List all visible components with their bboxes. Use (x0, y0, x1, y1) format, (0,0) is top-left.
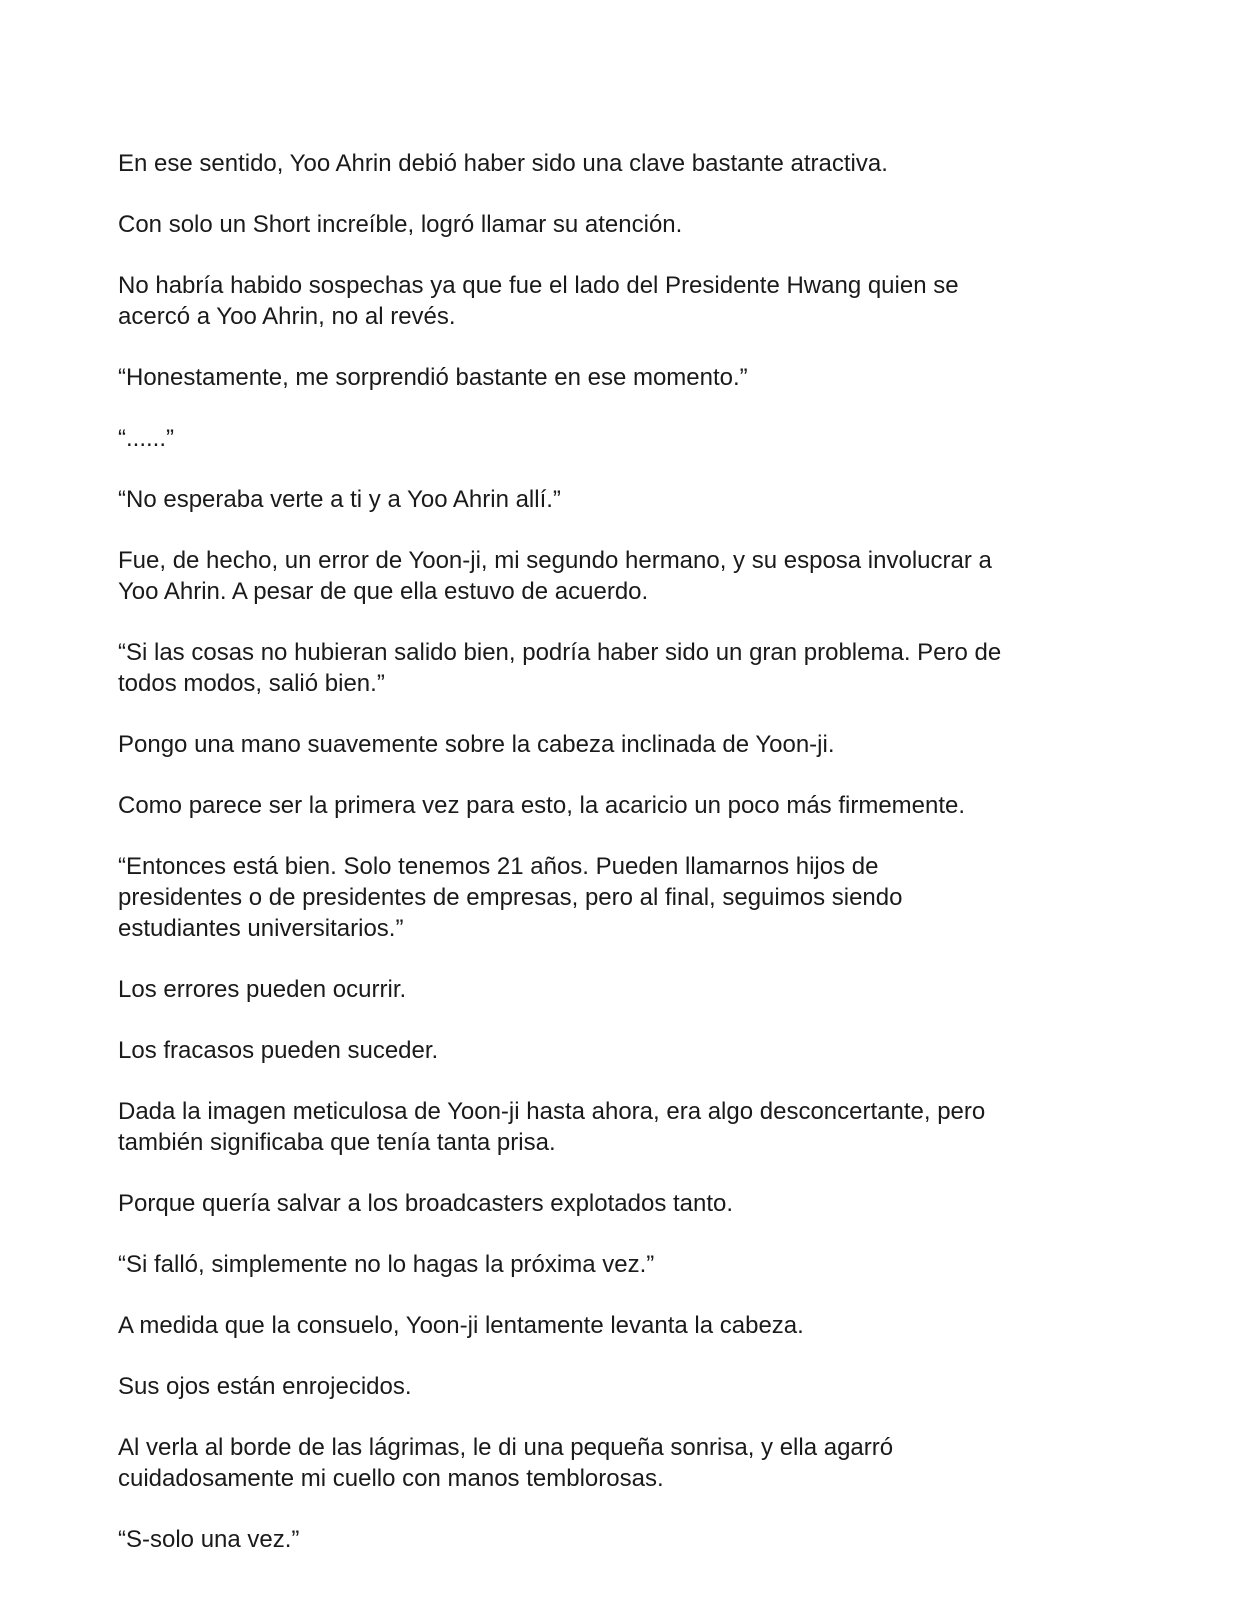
paragraph: No habría habido sospechas ya que fue el lado del Presidente Hwang quien se acercó a Yoo Ahrin, no al revés. (118, 272, 959, 330)
document-body (118, 148, 1128, 1585)
dialogue-paragraph: “......” (118, 425, 174, 452)
dialogue-paragraph: “Si las cosas no hubieran salido bien, podría haber sido un gran problema. Pero de todos modos, salió bien.” (118, 639, 1002, 697)
paragraph: Los fracasos pueden suceder. (118, 1037, 439, 1064)
paragraph: Con solo un Short increíble, logró llamar su atención. (118, 211, 683, 238)
dialogue-paragraph: “No esperaba verte a ti y a Yoo Ahrin allí.” (118, 486, 561, 513)
paragraph: Dada la imagen meticulosa de Yoon-ji hasta ahora, era algo desconcertante, pero también significaba que tenía tanta prisa. (118, 1098, 986, 1156)
paragraph: Sus ojos están enrojecidos. (118, 1373, 412, 1400)
paragraph: Los errores pueden ocurrir. (118, 976, 407, 1003)
dialogue-paragraph: “Honestamente, me sorprendió bastante en ese momento.” (118, 364, 748, 391)
paragraph: Como parece ser la primera vez para esto, la acaricio un poco más firmemente. (118, 792, 966, 819)
dialogue-paragraph: “Entonces está bien. Solo tenemos 21 años. Pueden llamarnos hijos de presidentes o de presidentes de empresas, pero al final, seguimos siendo estudiantes universitarios.” (118, 853, 903, 942)
paragraph: Porque quería salvar a los broadcasters explotados tanto. (118, 1190, 734, 1217)
dialogue-paragraph: “S-solo una vez.” (118, 1526, 300, 1553)
paragraph: Fue, de hecho, un error de Yoon-ji, mi segundo hermano, y su esposa involucrar a Yoo Ahrin. A pesar de que ella estuvo de acuerdo. (118, 547, 992, 605)
paragraph: Pongo una mano suavemente sobre la cabeza inclinada de Yoon-ji. (118, 731, 835, 758)
paragraph: Al verla al borde de las lágrimas, le di una pequeña sonrisa, y ella agarró cuidadosamente mi cuello con manos temblorosas. (118, 1434, 894, 1492)
paragraph: A medida que la consuelo, Yoon-ji lentamente levanta la cabeza. (118, 1312, 804, 1339)
dialogue-paragraph: “Si falló, simplemente no lo hagas la próxima vez.” (118, 1251, 655, 1278)
paragraph: En ese sentido, Yoo Ahrin debió haber sido una clave bastante atractiva. (118, 150, 888, 177)
